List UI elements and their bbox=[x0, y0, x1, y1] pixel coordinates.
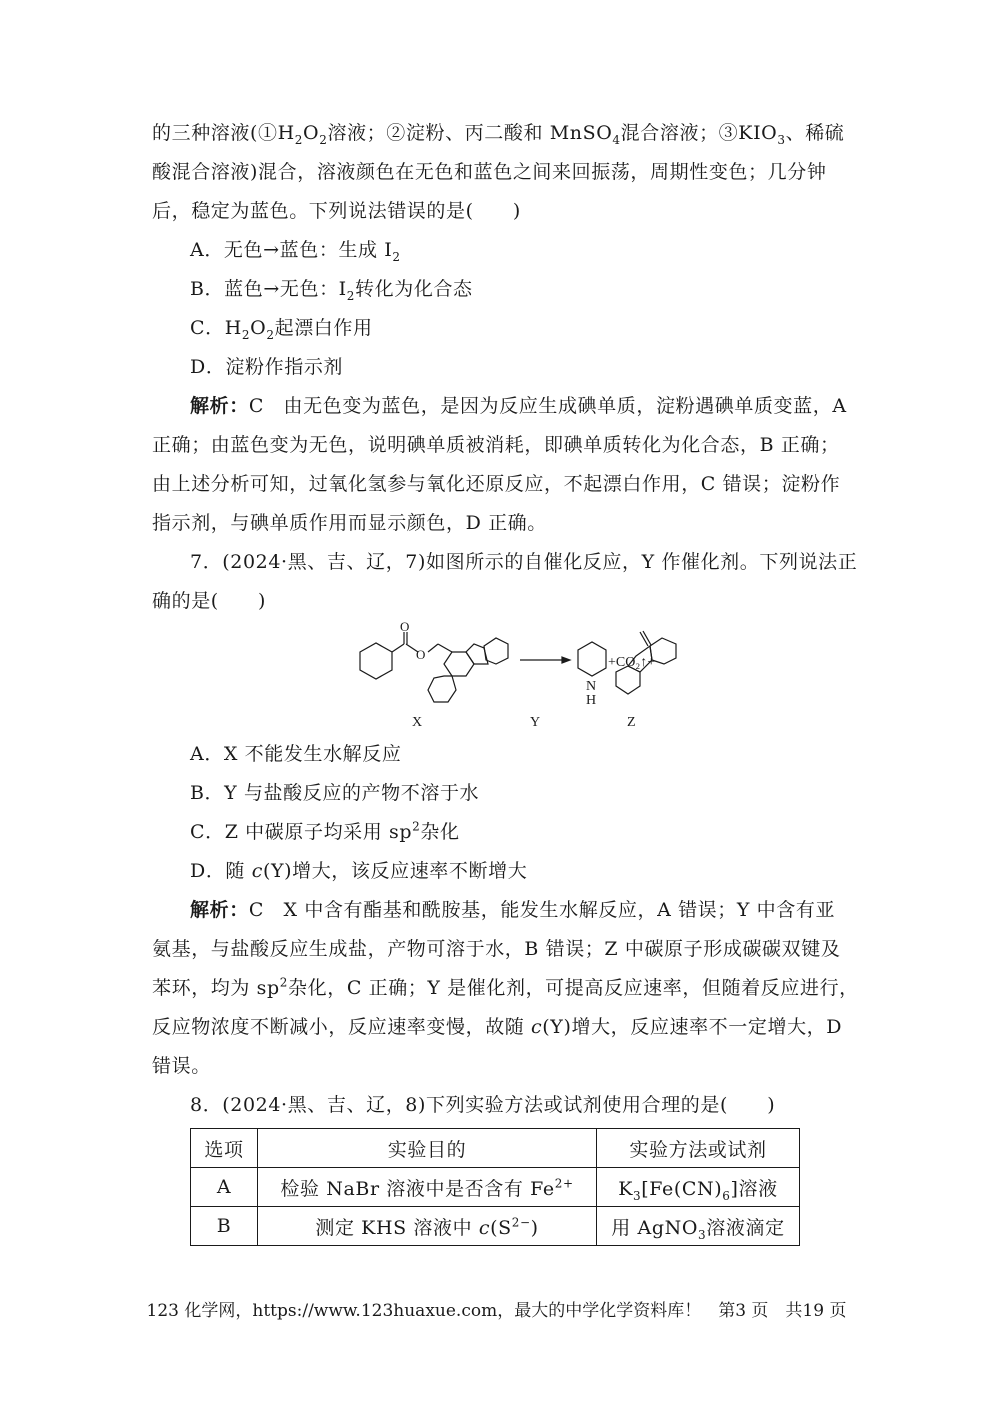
fig-label-x: X bbox=[412, 715, 423, 730]
table-header-cell: 选项 bbox=[191, 1129, 258, 1168]
table-header-cell: 实验目的 bbox=[258, 1129, 597, 1168]
analysis-label: 解析： bbox=[190, 899, 249, 921]
table-cell: 测定 KHS 溶液中 $c(S^{2-})$ bbox=[258, 1207, 597, 1246]
fig-y-h: H bbox=[586, 693, 597, 708]
q6-analysis-line-3: 由上述分析可知，过氧化氢参与氧化还原反应，不起漂白作用，C 错误；淀粉作 bbox=[152, 473, 841, 495]
intro-line-3: 后，稳定为蓝色。下列说法错误的是( ) bbox=[152, 200, 521, 222]
table-cell: 用 AgNO$_3$溶液滴定 bbox=[597, 1207, 800, 1246]
q7-option-c: C．Z 中碳原子均采用 $sp^2$杂化 bbox=[190, 819, 460, 843]
q6-option-b: B．蓝色→无色：$I_2$转化为化合态 bbox=[190, 278, 473, 303]
q7-analysis-line-1: 解析：C X 中含有酯基和酰胺基，能发生水解反应，A 错误；Y 中含有亚 bbox=[190, 899, 836, 921]
q7-option-b: B．Y 与盐酸反应的产物不溶于水 bbox=[190, 782, 480, 804]
q8-table bbox=[190, 1128, 800, 1246]
intro-line-1: 的三种溶液($①H_2O_2$溶液；②淀粉、丙二酸和 MnSO$_4$混合溶液；$③KIO_3$、稀硫 bbox=[152, 122, 845, 147]
fig-co2: +CO₂↑+ bbox=[608, 655, 656, 670]
q6-option-a: A．无色→蓝色：生成 $I_2$ bbox=[190, 239, 401, 264]
q8-stem: 8．(2024·黑、吉、辽，8)下列实验方法或试剂使用合理的是( ) bbox=[190, 1094, 776, 1116]
q7-stem-line-2: 确的是( ) bbox=[152, 590, 267, 612]
reaction-scheme-figure bbox=[340, 622, 690, 734]
fig-x-carbonyl-o: O bbox=[400, 622, 410, 634]
table-header-row bbox=[191, 1129, 800, 1168]
q7-option-a: A．X 不能发生水解反应 bbox=[190, 743, 402, 765]
q6-option-d: D．淀粉作指示剂 bbox=[190, 356, 344, 378]
table-cell: B bbox=[191, 1207, 258, 1246]
table-cell: A bbox=[191, 1168, 258, 1207]
table-cell: $K_3[Fe(CN)_6]$溶液 bbox=[597, 1168, 800, 1207]
table-cell: 检验 NaBr 溶液中是否含有 $Fe^{2+}$ bbox=[258, 1168, 597, 1207]
table-header-cell: 实验方法或试剂 bbox=[597, 1129, 800, 1168]
fig-label-z: Z bbox=[627, 715, 636, 730]
fig-label-y: Y bbox=[530, 715, 541, 730]
q6-analysis-line-1: 解析：C 由无色变为蓝色，是因为反应生成碘单质，淀粉遇碘单质变蓝，A bbox=[190, 395, 847, 417]
q7-analysis-line-2: 氨基，与盐酸反应生成盐，产物可溶于水，B 错误；Z 中碳原子形成碳碳双键及 bbox=[152, 938, 841, 960]
table-row bbox=[191, 1207, 800, 1246]
analysis-label: 解析： bbox=[190, 395, 249, 417]
q7-option-d: D．随 c(Y)增大，该反应速率不断增大 bbox=[190, 860, 528, 882]
fig-y-n: N bbox=[586, 679, 597, 694]
q6-analysis-line-4: 指示剂，与碘单质作用而显示颜色，D 正确。 bbox=[152, 512, 547, 534]
fig-x-ester-o: O bbox=[416, 647, 426, 662]
q7-stem-line-1: 7．(2024·黑、吉、辽，7)如图所示的自催化反应，Y 作催化剂。下列说法正 bbox=[190, 551, 858, 573]
page-footer: 123 化学网，https://www.123huaxue.com，最大的中学化学资料库！ 第3 页 共19 页 bbox=[146, 1301, 847, 1321]
intro-line-2: 酸混合溶液)混合，溶液颜色在无色和蓝色之间来回振荡，周期性变色；几分钟 bbox=[152, 161, 827, 183]
q7-analysis-line-5: 错误。 bbox=[152, 1055, 211, 1077]
q7-analysis-line-4: 反应物浓度不断减小，反应速率变慢，故随 c(Y)增大，反应速率不一定增大，D bbox=[152, 1016, 843, 1038]
q7-analysis-line-3: 苯环，均为 $sp^2$杂化，C 正确；Y 是催化剂，可提高反应速率，但随着反应进行， bbox=[152, 975, 859, 999]
table-row bbox=[191, 1168, 800, 1207]
q6-analysis-line-2: 正确；由蓝色变为无色，说明碘单质被消耗，即碘单质转化为化合态，B 正确； bbox=[152, 434, 840, 456]
q6-option-c: C．$H_2O_2$起漂白作用 bbox=[190, 317, 373, 342]
